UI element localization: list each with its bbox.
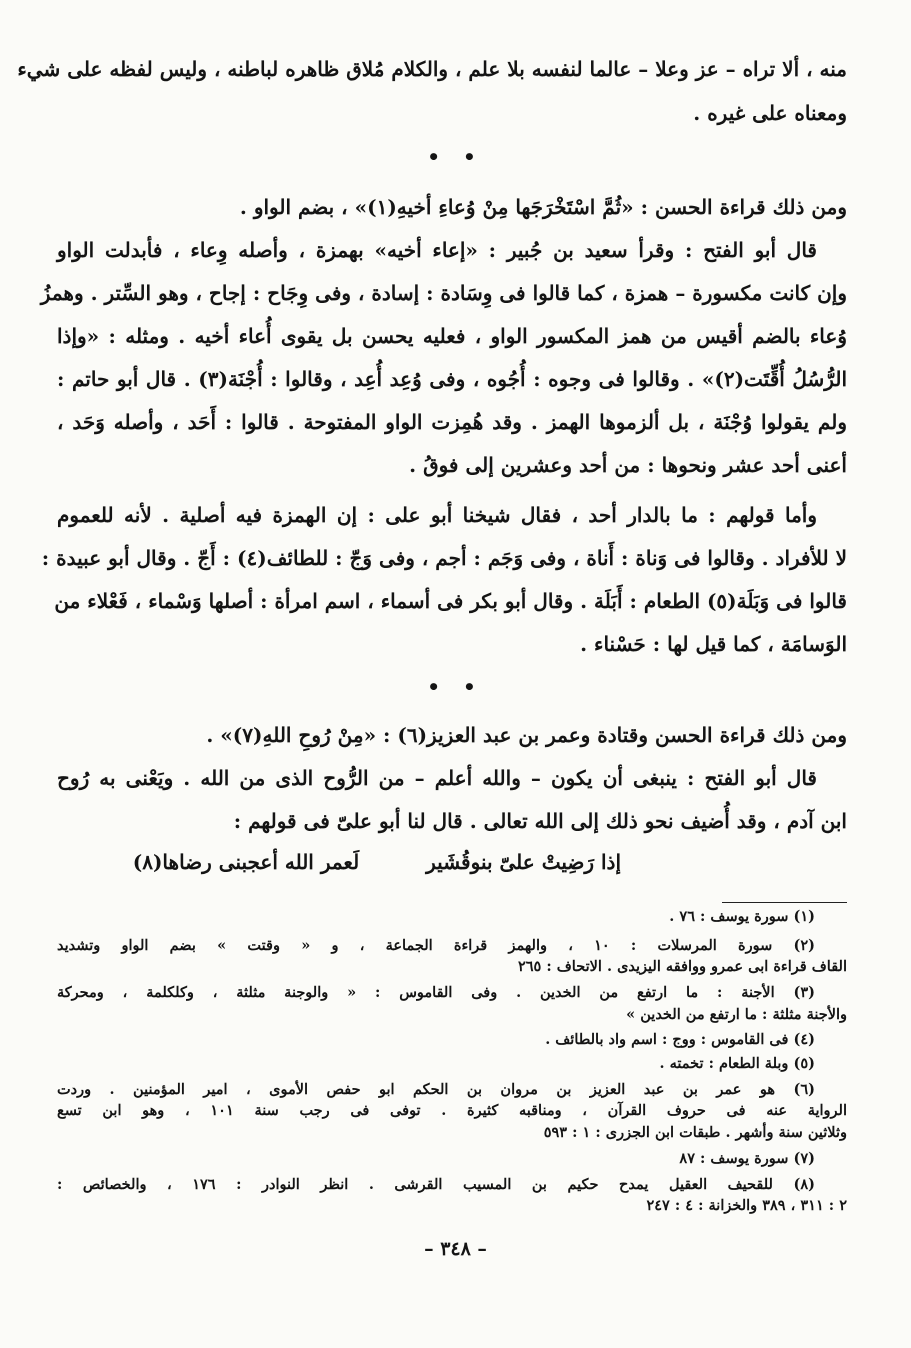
body-line-10: وأما قولهم : ما بالدار أحد ، فقال شيخنا أبو على : إن الهمزة فيه أصلية . لأنه للعموم <box>57 503 817 527</box>
footnote-4: (٤) فى القاموس : ووج : اسم واد بالطائف . <box>545 1031 815 1048</box>
body-line-16: ابن آدم ، وقد أُضيف نحو ذلك إلى الله تعالى . قال لنا أبو علىّ فى قولهم : <box>233 809 847 833</box>
footnote-2-cont: القاف قراءة ابى عمرو ووافقه اليزيدى . الاتحاف : ٢٦٥ <box>517 958 847 975</box>
body-line-3: ومن ذلك قراءة الحسن : «ثُمَّ اسْتَخْرَجَها مِنْ وُعاءِ أخيهِ(١)» ، بضم الواو . <box>239 195 847 219</box>
footnote-separator <box>722 902 847 903</box>
footnote-6-cont-2: وثلاثين سنة وأشهر . طبقات ابن الجزرى : ١ : ٥٩٣ <box>543 1124 847 1141</box>
body-line-1: منه ، ألا تراه – عز وعلا – عالما لنفسه بلا علم ، والكلام مُلاق ظاهره لباطنه ، وليس لفظه على شيء <box>17 57 847 81</box>
body-line-2: ومعناه على غيره . <box>693 101 847 125</box>
footnote-3: (٣) الأجنة : ما ارتفع من الخدين . وفى القاموس : « والوجنة مثلثة ، وكلكلمة ، ومحركة <box>57 984 815 1001</box>
footnote-8: (٨) للقحيف العقيل يمدح حكيم بن المسيب القرشى . انظر النوادر : ١٧٦ ، والخصائص : <box>57 1176 815 1193</box>
verse-hemistich-2: لَعمر الله أعجبنى رضاها(٨) <box>132 850 360 874</box>
poetry-verse <box>133 850 621 874</box>
body-line-9: أعنى أحد عشر ونحوها : من أحد وعشرين إلى فوقُ . <box>409 453 847 477</box>
footnote-6-cont-1: الرواية عنه فى حروف القرآن ، ومناقبه كثيرة . توفى فى رجب سنة ١٠١ ، وهو ابن تسع <box>57 1102 848 1119</box>
footnote-1: (١) سورة يوسف : ٧٦ . <box>669 908 815 925</box>
body-line-13: الوَسامَة ، كما قيل لها : حَسْناء . <box>580 632 847 656</box>
body-line-4: قال أبو الفتح : وقرأ سعيد بن جُبير : «إعاء أخيه» بهمزة ، وأصله وِعاء ، فأبدلت الواو <box>57 238 817 262</box>
footnote-2: (٢) سورة المرسلات : ١٠ ، والهمز قراءة الجماعة ، و « وقتت » بضم الواو وتشديد <box>57 937 815 954</box>
section-divider-2: • • <box>427 675 484 699</box>
body-line-12: قالوا فى وَبَلَة(٥) الطعام : أَبَلَة . وقال أبو بكر فى أسماء ، اسم امرأة : أصلها وَسْماء ، فَعْلاء من <box>54 589 847 613</box>
section-divider-1: • • <box>427 145 484 169</box>
page-number: – ٣٤٨ – <box>424 1238 487 1260</box>
body-line-7: الرُّسُلُ أُقِّتَت(٢)» . وقالوا فى وجوه : أُجُوه ، وفى وُعِد أُعِد ، وقالوا : أُجْنَة(٣) . قال أبو حاتم : <box>57 367 847 391</box>
body-line-15: قال أبو الفتح : ينبغى أن يكون – والله أعلم – من الرُّوح الذى من الله . ويَعْنى به رُوح <box>57 766 817 790</box>
body-line-6: وُعاء بالضم أقيس من همز المكسور الواو ، فعليه يحسن بل يقوى أُعاء أخيه . ومثله : «وإذا <box>57 324 847 348</box>
body-line-14: ومن ذلك قراءة الحسن وقتادة وعمر بن عبد العزيز(٦) : «مِنْ رُوحِ اللهِ(٧)» . <box>206 723 847 747</box>
body-line-5: وإن كانت مكسورة – همزة ، كما قالوا فى وِسَادة : إسادة ، وفى وِجَاح : إجاح ، وهو السِّتر . وهمزُ <box>40 281 847 305</box>
footnote-5: (٥) وبلة الطعام : تخمته . <box>659 1055 815 1072</box>
footnote-6: (٦) هو عمر بن عبد العزيز بن مروان بن الحكم ابو حفص الأموى ، امير المؤمنين . وردت <box>57 1081 815 1098</box>
footnote-3-cont: والأجنة مثلثة : ما ارتفع من الخدين » <box>626 1006 847 1023</box>
verse-hemistich-1: إذا رَضِيتْ علىّ بنوقُشَير <box>426 850 621 874</box>
body-line-11: لا للأفراد . وقالوا فى وَناة : أَناة ، وفى وَجَم : أجم ، وفى وَجّ : للطائف(٤) : أَجّ . وقال أبو عبيدة : <box>41 546 847 570</box>
footnote-8-cont: ٢ : ٣١١ ، ٣٨٩ والخزانة : ٤ : ٢٤٧ <box>646 1197 847 1214</box>
body-line-8: ولم يقولوا وُجْنَة ، بل ألزموها الهمز . وقد هُمِزت الواو المفتوحة . قالوا : أَحَد ، وأصله وَحَد ، <box>57 410 847 434</box>
footnote-7: (٧) سورة يوسف : ٨٧ <box>679 1150 815 1167</box>
